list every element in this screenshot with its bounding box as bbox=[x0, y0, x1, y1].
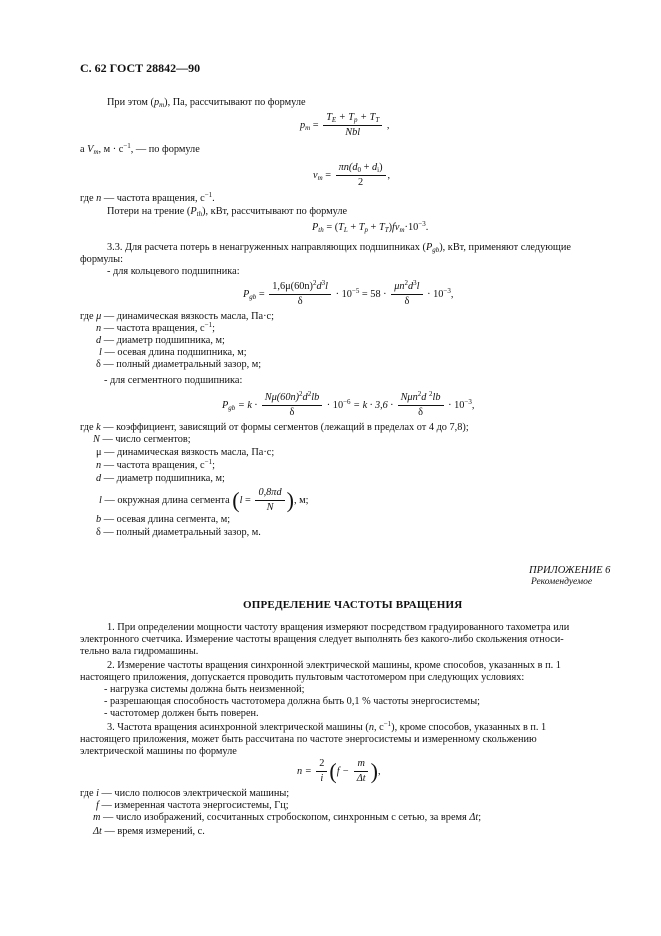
appendix-note: Рекомендуемое bbox=[531, 577, 593, 587]
formula-pgb-ring: $P_{gb}$ = $\frac{1,6\mu(60n)^2d^3l}{\delta}$ · $10^{-5} = 58$ · $\frac{\mu n^2d^3l}{\delta}$ · $10^{-3}$, bbox=[243, 279, 454, 307]
def-line: l — осевая длина подшипника, м; bbox=[99, 347, 247, 358]
paragraph-line: настоящего приложения, допускается проводить пультовым частотомером при следующих условиях: bbox=[80, 672, 525, 683]
paragraph-line: 2. Измерение частоты вращения синхронной электрической машины, кроме способов, указанных в п. 1 bbox=[107, 660, 561, 671]
formula-n: n = $\frac{2}{i}$ (f − $\frac{m}{\Delta t}$ ), bbox=[297, 758, 381, 784]
def-line: n — частота вращения, $с^{-1}$; bbox=[96, 458, 215, 471]
def-line: d — диаметр подшипника, м; bbox=[96, 473, 225, 484]
def-line: N — число сегментов; bbox=[93, 434, 191, 445]
paragraph-line: 3. Частота вращения асинхронной электрической машины (n, $с^{-1}$), кроме способов, указанных в п. 1 bbox=[107, 720, 547, 733]
text-line: 3.3. Для расчета потерь в ненагруженных направляющих подшипниках $(P_{gb})$, кВт, применяют следующие bbox=[107, 242, 571, 254]
def-line: n — частота вращения, $с^{-1}$; bbox=[96, 321, 215, 334]
paragraph-line: настоящего приложения, может быть рассчитана по частоте энергосистемы и измеренному скольжению bbox=[80, 734, 537, 745]
formula-pth: $P_{th} = (T_L + T_p + T_T)fv_m\cdot 10^{-3}$. bbox=[312, 220, 429, 234]
text-line: а $V_m$, $м \cdot с^{-1}$, — по формуле bbox=[80, 142, 200, 156]
text-line: формулы: bbox=[80, 254, 123, 265]
text-line: При этом $(p_m)$, Па, рассчитывают по формуле bbox=[107, 97, 306, 109]
def-line: d — диаметр подшипника, м; bbox=[96, 335, 225, 346]
text-line: - для сегментного подшипника: bbox=[104, 375, 243, 386]
def-line: δ — полный диаметральный зазор, м. bbox=[96, 527, 261, 538]
def-line: Δt — время измерений, с. bbox=[93, 826, 205, 837]
appendix-title: ОПРЕДЕЛЕНИЕ ЧАСТОТЫ ВРАЩЕНИЯ bbox=[243, 599, 463, 611]
appendix-label: ПРИЛОЖЕНИЕ 6 bbox=[529, 565, 611, 576]
paragraph-line: 1. При определении мощности частоту вращения измеряют посредством градуированного тахометра или bbox=[107, 622, 570, 633]
list-item: - частотомер должен быть поверен. bbox=[104, 708, 259, 719]
paragraph-line: тельно вала гидромашины. bbox=[80, 646, 199, 657]
def-line: f — измеренная частота энергосистемы, Гц; bbox=[96, 800, 289, 811]
page-header: С. 62 ГОСТ 28842—90 bbox=[80, 61, 201, 75]
paragraph-line: электрической машины по формуле bbox=[80, 746, 237, 757]
text-line: - для кольцевого подшипника: bbox=[107, 266, 240, 277]
formula-vm: $v_m$ = $\frac{\pi n(d_0 + d_i)}{2}$ , bbox=[313, 162, 391, 188]
def-line-segment-length: l — окружная длина сегмента (l = $\frac{0,8\pi d}{N}$ ), м; bbox=[99, 487, 309, 513]
def-line: где μ — динамическая вязкость масла, Па·с; bbox=[80, 311, 274, 322]
list-item: - разрешающая способность частотомера должна быть 0,1 % частоты энергосистемы; bbox=[104, 696, 481, 707]
paragraph-line: электронного счетчика. Измерение частоты вращения следует выполнять без какого-либо скольжения относи- bbox=[80, 634, 564, 645]
formula-pgb-segment: $P_{gb} = k$ · $\frac{N\mu(60n)^2d^2lb}{\delta}$ · $10^{-6} = k \cdot 3,6$ · $\frac{N\mu n^2d ^2lb}{\delta}$ · $10^{-3}$, bbox=[222, 390, 475, 418]
formula-pm: $p_m$ = $\frac{T_E + T_p + T_T}{\text{Nbl}}$ , bbox=[300, 112, 390, 138]
def-line: δ — полный диаметральный зазор, м; bbox=[96, 359, 262, 370]
def-line: где i — число полюсов электрической машины; bbox=[80, 788, 290, 799]
def-line: где k — коэффициент, зависящий от формы сегментов (лежащий в пределах от 4 до 7,8); bbox=[80, 422, 469, 433]
text-line: Потери на трение $(P_{th})$, кВт, рассчитывают по формуле bbox=[107, 206, 348, 218]
list-item: - нагрузка системы должна быть неизменной; bbox=[104, 684, 305, 695]
def-line: μ — динамическая вязкость масла, Па·с; bbox=[96, 447, 275, 458]
def-line: b — осевая длина сегмента, м; bbox=[96, 514, 231, 525]
text-line: где n — частота вращения, $с^{-1}$. bbox=[80, 191, 215, 204]
def-line: m — число изображений, сосчитанных стробоскопом, синхронным с сетью, за время Δt; bbox=[93, 812, 482, 823]
